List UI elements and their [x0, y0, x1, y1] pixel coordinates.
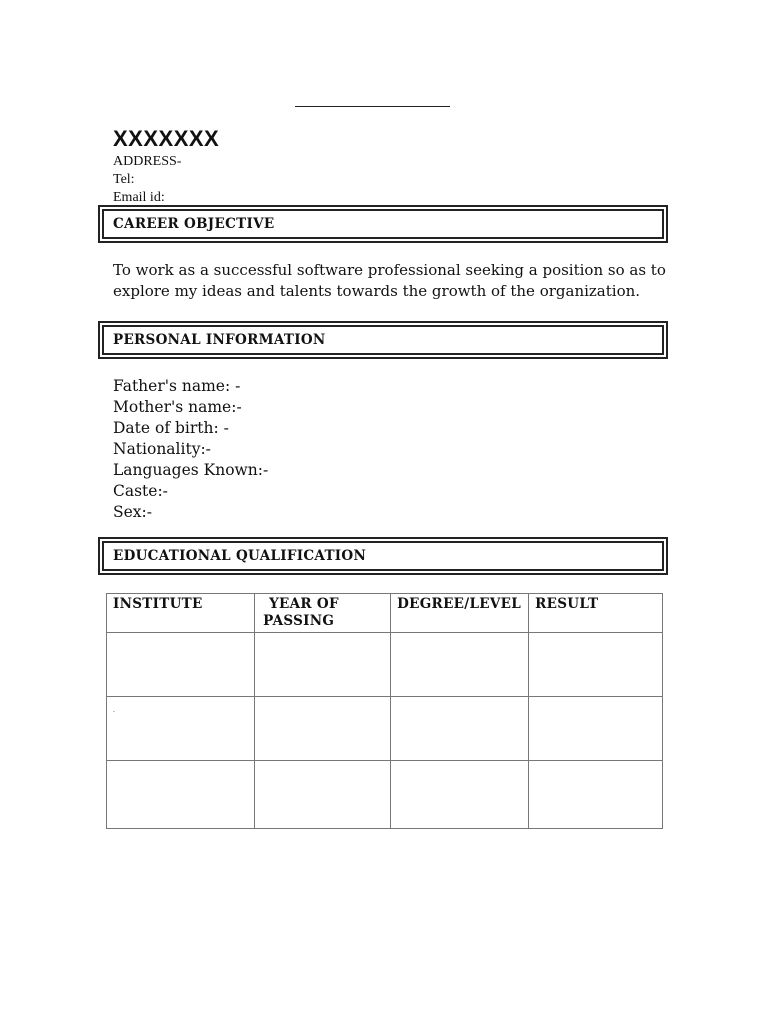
sex-field: Sex:- — [113, 503, 152, 521]
fathers-name-field: Father's name: - — [113, 377, 241, 395]
column-result: RESULT — [529, 594, 663, 633]
column-year-of-passing — [255, 594, 391, 633]
table-cell — [255, 761, 391, 829]
education-table — [106, 593, 663, 829]
table-row — [107, 633, 663, 697]
column-institute: INSTITUTE — [107, 594, 255, 633]
educational-qualification-title: EDUCATIONAL QUALIFICATION — [102, 541, 664, 571]
table-cell — [391, 697, 529, 761]
table-cell-text: . — [113, 707, 115, 714]
table-cell — [107, 697, 255, 761]
mothers-name-field: Mother's name:- — [113, 398, 242, 416]
personal-information-title: PERSONAL INFORMATION — [102, 325, 664, 355]
table-cell — [255, 697, 391, 761]
table-row — [107, 761, 663, 829]
career-objective-header — [98, 205, 668, 243]
tel-label: Tel: — [113, 172, 135, 187]
table-cell — [391, 633, 529, 697]
nationality-field: Nationality:- — [113, 440, 211, 458]
table-header-row — [107, 594, 663, 633]
languages-known-field: Languages Known:- — [113, 461, 269, 479]
personal-information-header — [98, 321, 668, 359]
table-cell — [529, 697, 663, 761]
caste-field: Caste:- — [113, 482, 168, 500]
table-cell — [529, 633, 663, 697]
candidate-name: XXXXXXX — [113, 126, 220, 151]
table-cell — [107, 761, 255, 829]
table-cell — [107, 633, 255, 697]
email-label: Email id: — [113, 190, 165, 205]
column-degree-level: DEGREE/LEVEL — [391, 594, 529, 633]
column-year-of-passing-text: YEAR OF PASSING — [263, 596, 339, 629]
personal-information-list — [113, 376, 268, 523]
educational-qualification-header — [98, 537, 668, 575]
career-objective-text: To work as a successful software professional seeking a position so as to explore my ideas and talents towards the growth of the organization. — [113, 261, 666, 300]
table-cell — [391, 761, 529, 829]
table-cell — [529, 761, 663, 829]
top-rule — [295, 106, 450, 107]
career-objective-title: CAREER OBJECTIVE — [102, 209, 664, 239]
table-cell — [255, 633, 391, 697]
table-row — [107, 697, 663, 761]
address-label: ADDRESS- — [113, 154, 182, 169]
date-of-birth-field: Date of birth: - — [113, 419, 229, 437]
